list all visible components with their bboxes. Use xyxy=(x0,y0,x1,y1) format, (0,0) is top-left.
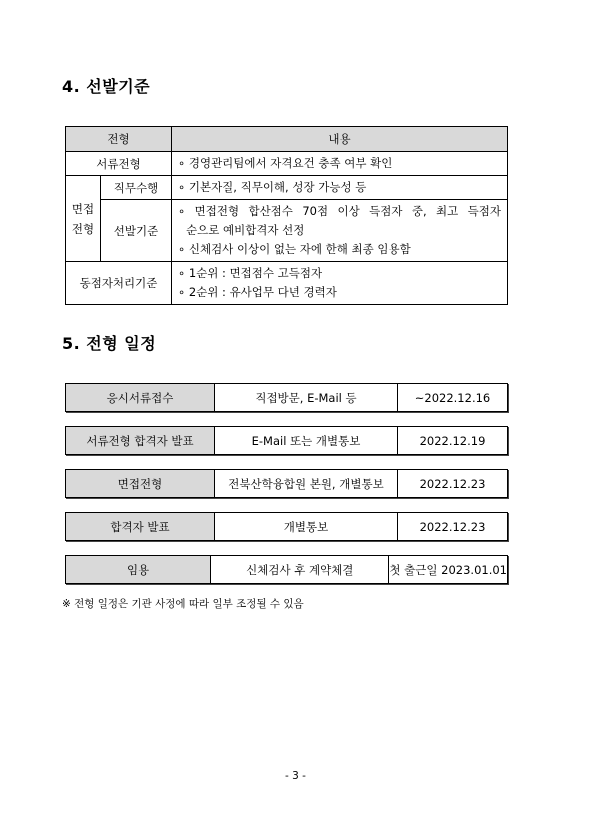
schedule-stage: 면접전형 xyxy=(66,470,214,497)
schedule-stage: 서류전형 합격자 발표 xyxy=(66,427,214,454)
schedule-date: ~2022.12.16 xyxy=(397,384,507,411)
bullet-item: ∘ 신체검사 이상이 없는 자에 한해 최종 임용함 xyxy=(178,242,411,256)
schedule-date: 첫 출근일 2023.01.01 xyxy=(388,556,507,583)
schedule-date: 2022.12.23 xyxy=(397,513,507,540)
selection-criteria-table xyxy=(65,126,508,305)
bullet-item: ∘ 면접전형 합산점수 70점 이상 득점자 중, 최고 득점자 xyxy=(178,204,501,218)
row-content-duty xyxy=(172,176,508,200)
schedule-stage: 응시서류접수 xyxy=(66,384,214,411)
table-row xyxy=(66,262,508,305)
table-row xyxy=(66,176,508,200)
table-row xyxy=(66,200,508,262)
row-label-selection: 선발기준 xyxy=(101,200,172,262)
section-5-title: 5. 전형 일정 xyxy=(62,334,157,353)
table-row xyxy=(66,152,508,176)
schedule-date: 2022.12.19 xyxy=(397,427,507,454)
bullet-item: ∘ 경영관리팀에서 자격요건 충족 여부 확인 xyxy=(178,156,393,170)
schedule-stage: 임용 xyxy=(66,556,210,583)
schedule-row xyxy=(65,383,508,412)
table-header-row xyxy=(66,127,508,152)
schedule-method: 신체검사 후 계약체결 xyxy=(210,556,388,583)
row-label-document: 서류전형 xyxy=(66,152,172,176)
header-content: 내용 xyxy=(172,127,508,152)
row-label-tie: 동점자처리기준 xyxy=(66,262,172,305)
section-4-title: 4. 선발기준 xyxy=(62,77,151,96)
schedule-date: 2022.12.23 xyxy=(397,470,507,497)
bullet-item: ∘ 2순위 : 유사업무 다년 경력자 xyxy=(178,285,337,299)
row-content-document xyxy=(172,152,508,176)
schedule-stage: 합격자 발표 xyxy=(66,513,214,540)
page-number: - 3 - xyxy=(285,770,306,782)
row-label-duty: 직무수행 xyxy=(101,176,172,200)
bullet-item-continuation: 순으로 예비합격자 선정 xyxy=(186,223,305,237)
schedule-row xyxy=(65,469,508,498)
schedule-row xyxy=(65,426,508,455)
schedule-method: 개별통보 xyxy=(214,513,397,540)
header-type: 전형 xyxy=(66,127,172,152)
schedule-note: ※ 전형 일정은 기관 사정에 따라 일부 조정될 수 있음 xyxy=(62,598,304,610)
schedule-row xyxy=(65,555,508,584)
bullet-item: ∘ 기본자질, 직무이해, 성장 가능성 등 xyxy=(178,180,367,194)
bullet-item: ∘ 1순위 : 면접점수 고득점자 xyxy=(178,266,323,280)
schedule-method: E-Mail 또는 개별통보 xyxy=(214,427,397,454)
schedule-row xyxy=(65,512,508,541)
schedule-method: 전북산학융합원 본원, 개별통보 xyxy=(214,470,397,497)
row-content-selection xyxy=(172,200,508,262)
interview-group-label: 면접 전형 xyxy=(66,176,101,262)
schedule-method: 직접방문, E-Mail 등 xyxy=(214,384,397,411)
row-content-tie xyxy=(172,262,508,305)
